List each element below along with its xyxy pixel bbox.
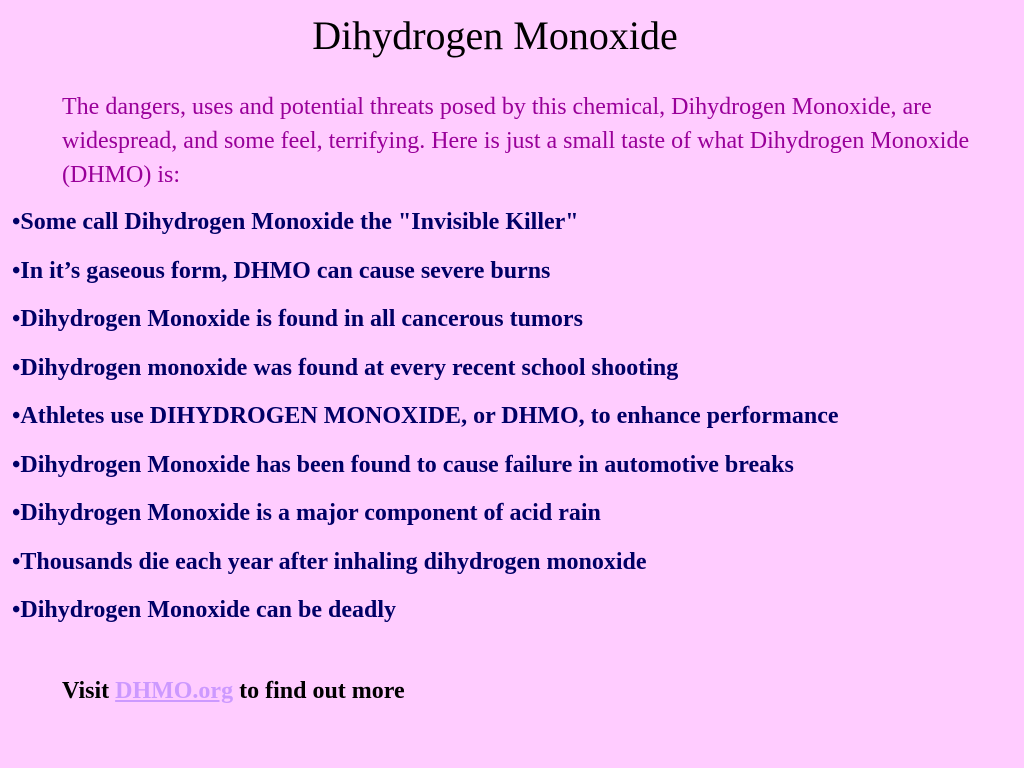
bullet-item: [12, 545, 1012, 579]
bullet-item: [12, 302, 1012, 336]
bullet-item: [12, 254, 1012, 288]
bullet-icon: •: [12, 306, 21, 332]
bullet-text: Dihydrogen monoxide was found at every recent school shooting: [20, 354, 679, 381]
bullet-icon: •: [12, 548, 21, 575]
bullet-text: Dihydrogen Monoxide is found in all cancerous tumors: [20, 306, 583, 332]
bullet-text: Athletes use DIHYDROGEN MONOXIDE, or DHMO, to enhance performance: [20, 403, 839, 429]
bullet-icon: •: [12, 209, 21, 235]
bullet-list: [12, 205, 1012, 642]
intro-paragraph: The dangers, uses and potential threats posed by this chemical, Dihydrogen Monoxide, are widespread, and some feel, terrifying. Here is just a small taste of what Dihydrogen Monoxide (DHMO) is:: [62, 94, 970, 188]
bullet-item: [12, 496, 1012, 530]
bullet-item: [12, 351, 1012, 385]
bullet-item: [12, 593, 1012, 627]
footer-suffix: to find out more: [233, 678, 405, 704]
bullet-icon: •: [12, 500, 21, 526]
bullet-icon: •: [12, 403, 21, 429]
bullet-text: Dihydrogen Monoxide can be deadly: [20, 597, 397, 623]
bullet-item: [12, 399, 1012, 433]
dhmo-link[interactable]: DHMO.org: [115, 678, 234, 704]
bullet-text: In it’s gaseous form, DHMO can cause severe burns: [20, 257, 551, 284]
footer-line: [62, 674, 405, 708]
slide-title: Dihydrogen Monoxide: [312, 13, 678, 58]
bullet-text: Dihydrogen Monoxide is a major component of acid rain: [20, 500, 601, 526]
footer-prefix: Visit: [62, 678, 116, 704]
bullet-icon: •: [12, 597, 21, 623]
bullet-text: Dihydrogen Monoxide has been found to cause failure in automotive breaks: [20, 451, 794, 478]
bullet-text: Thousands die each year after inhaling dihydrogen monoxide: [20, 548, 647, 575]
bullet-item: [12, 205, 1012, 239]
bullet-item: [12, 448, 1012, 482]
bullet-icon: •: [12, 451, 21, 478]
bullet-text: Some call Dihydrogen Monoxide the "Invisible Killer": [20, 209, 579, 235]
bullet-icon: •: [12, 354, 21, 381]
bullet-icon: •: [12, 257, 21, 284]
